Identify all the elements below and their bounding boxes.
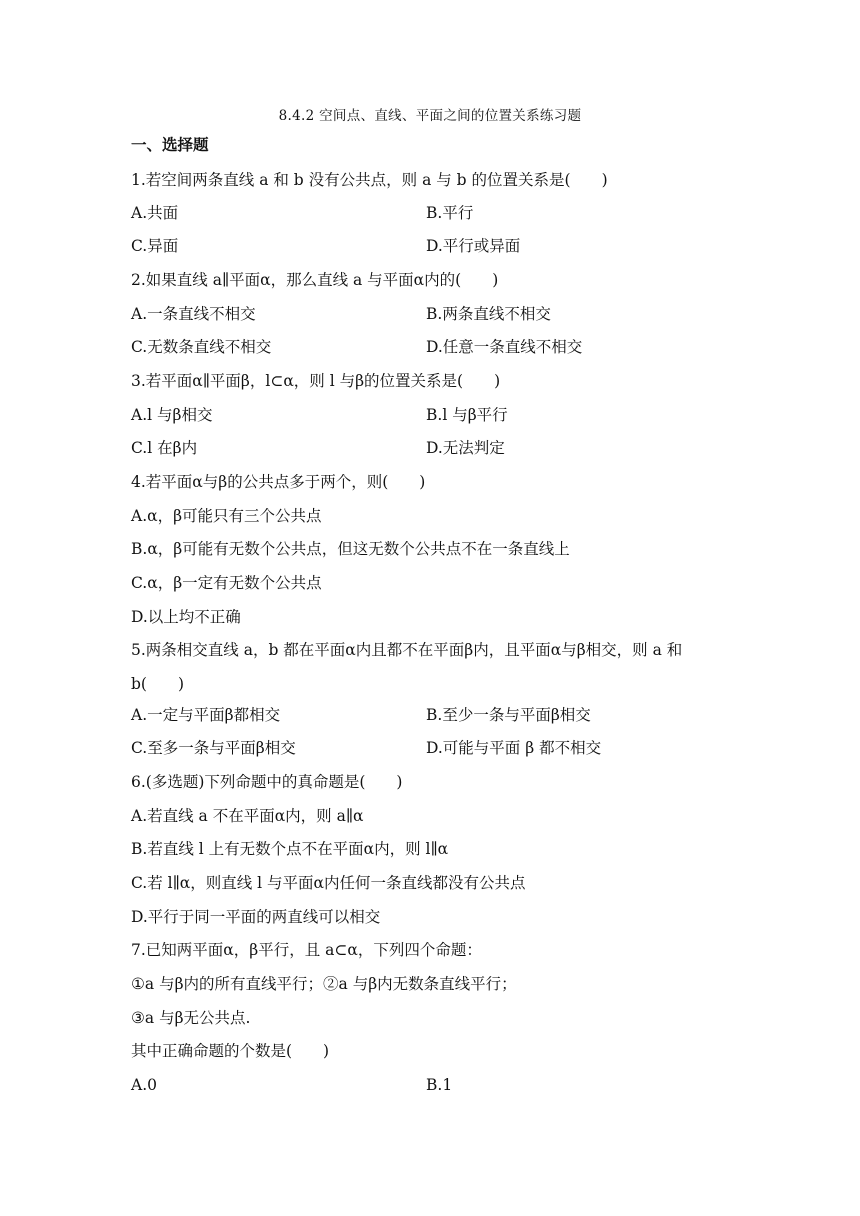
question-7-stem: 7.已知两平面α，β平行，且 a⊂α，下列四个命题： [131,941,482,959]
q7-propositions-2: ③a 与β无公共点. [131,1009,251,1027]
q4-option-c: C.α，β一定有无数个公共点 [131,574,322,592]
question-1-stem: 1.若空间两条直线 a 和 b 没有公共点，则 a 与 b 的位置关系是( ) [131,171,608,189]
q3-option-c: C.l 在β内 [131,439,198,457]
question-4-stem: 4.若平面α与β的公共点多于两个，则( ) [131,473,426,491]
q7-option-a: A.0 [131,1076,157,1094]
q1-option-d: D.平行或异面 [426,237,521,255]
q2-option-c: C.无数条直线不相交 [131,338,272,356]
q3-option-d: D.无法判定 [426,439,505,457]
q2-option-b: B.两条直线不相交 [426,305,551,323]
q3-option-b: B.l 与β平行 [426,406,508,424]
page-title: 8.4.2 空间点、直线、平面之间的位置关系练习题 [278,108,582,124]
q7-question: 其中正确命题的个数是( ) [131,1042,330,1060]
q1-option-a: A.共面 [131,204,179,222]
q7-propositions-1: ①a 与β内的所有直线平行；②a 与β内无数条直线平行； [131,975,517,993]
q2-option-a: A.一条直线不相交 [131,305,256,323]
q1-option-b: B.平行 [426,204,474,222]
q4-option-a: A.α，β可能只有三个公共点 [131,507,322,525]
q6-option-c: C.若 l∥α，则直线 l 与平面α内任何一条直线都没有公共点 [131,874,526,892]
question-2-stem: 2.如果直线 a∥平面α，那么直线 a 与平面α内的( ) [131,271,499,289]
q4-option-d: D.以上均不正确 [131,608,241,626]
question-5-stem: 5.两条相交直线 a，b 都在平面α内且都不在平面β内，且平面α与β相交，则 a 和 [131,641,683,659]
q4-option-b: B.α，β可能有无数个公共点，但这无数个公共点不在一条直线上 [131,540,570,558]
q5-option-a: A.一定与平面β都相交 [131,706,281,724]
question-6-stem: 6.(多选题)下列命题中的真命题是( ) [131,773,403,791]
question-5-stem-cont: b( ) [131,675,185,693]
q6-option-a: A.若直线 a 不在平面α内，则 a∥α [131,807,364,825]
q2-option-d: D.任意一条直线不相交 [426,338,583,356]
question-3-stem: 3.若平面α∥平面β，l⊂α，则 l 与β的位置关系是( ) [131,372,501,390]
q5-option-b: B.至少一条与平面β相交 [426,706,591,724]
q5-option-d: D.可能与平面 β 都不相交 [426,739,602,757]
q6-option-b: B.若直线 l 上有无数个点不在平面α内，则 l∥α [131,840,449,858]
q1-option-c: C.异面 [131,237,179,255]
q3-option-a: A.l 与β相交 [131,406,213,424]
q5-option-c: C.至多一条与平面β相交 [131,739,296,757]
q6-option-d: D.平行于同一平面的两直线可以相交 [131,908,381,926]
q7-option-b: B.1 [426,1076,453,1094]
section-heading: 一、选择题 [131,136,209,154]
